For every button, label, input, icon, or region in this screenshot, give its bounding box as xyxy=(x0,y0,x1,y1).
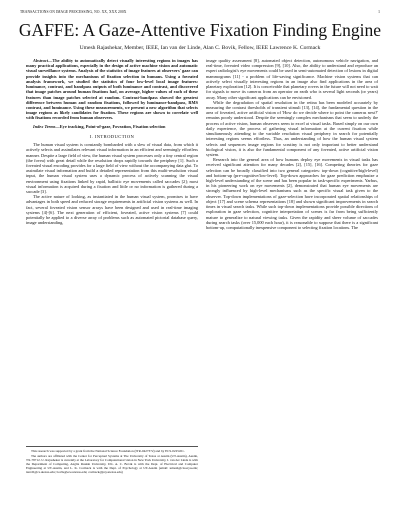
paper-title: GAFFE: A Gaze-Attentive Fixation Finding Engine xyxy=(18,20,382,40)
abstract-text: The ability to automatically detect visually interesting regions in images has many practical applications, especially in the design of active machine vision and automatic visual surveillance systems. Analysis of the statistics of image features at observers' gaze can provide insights into the mechanisms of fixation selection in humans. Using a foveated analysis framework, we studied the statistics of four low-level local image features: luminance, contrast, and bandpass outputs of both luminance and contrast, and discovered that image patches around human fixations had, on average, higher values of each of these features than image patches selected at random. Contrast-bandpass showed the greatest difference between human and random fixations, followed by luminance-bandpass, RMS contrast, and luminance. Using these measurements, we present a new algorithm that selects image regions as likely candidates for fixation. These regions are shown to correlate well with fixations recorded from human observers. xyxy=(26,58,198,121)
footnotes xyxy=(26,446,198,475)
abstract xyxy=(26,58,198,121)
body-paragraph-continued: image quality assessment [8], automated object detection, autonomous vehicle navigation, and real-time, foveated video compression [9], [10]. Also, the ability to understand and reproduce an expert radiologist's eye movements could be used in semi-automated detection of lesions in digital mammograms [11] - a problem of life-saving significance. Machine vision systems that can actively select visually interesting regions in an image also find applications in the area of planetary exploration [12]. It is conceivable that planetary rovers in the future will not need to wait for signals to move its cameras from an operator on earth who is several light seconds (or years) away. Many other significant applications can be envisioned. xyxy=(206,58,378,100)
abstract-label: Abstract— xyxy=(33,58,53,63)
body-paragraph: The active nature of looking, as instantiated in the human visual system, promises to have advantages in both speed and reduced storage requirements in artificial vision systems as well. In fact, several foveated vision sensor arrays have been designed and used in real-time imaging systems [4]-[6]. The next generation of efficient, foveated, active vision systems [7] could potentially be applied to a diverse array of problems such as automated pictorial database query, image understanding, xyxy=(26,194,198,226)
running-head xyxy=(20,10,380,14)
body-paragraph: While the degradation of spatial resolution in the retina has been modeled accurately by measuring the contrast thresholds of transient stimuli [13], [14], the fundamental question in the area of foveated, active artificial vision of 'How do we decide where to point the cameras next?' remains poorly understood. Despite the seemingly complex mechanisms that seem to underly the process of active vision, human observers seem to excel at visual tasks. Based simply on our own daily experience, the process of gathering visual information at the current fixation while simultaneously attending to the variable resolution visual periphery in search for potentially interesting regions seems effortless. Thus, an understanding of how the human visual system selects and sequences image regions for scrutiny is not only important to better understand biological vision, it is also the fundamental component of any foveated, active artificial vision system. xyxy=(206,99,378,157)
index-terms-text: Eye tracking, Point-of-gaze, Foveation, Fixation selection xyxy=(59,123,166,129)
right-column xyxy=(206,58,378,230)
journal-header: TRANSACTIONS ON IMAGE PROCESSING, NO. XX, XXX 200X xyxy=(20,10,127,14)
index-terms xyxy=(26,124,198,129)
body-paragraph: Research into the general area of how humans deploy eye movements in visual tasks has received significant attention for many decades [2], [15], [16]. Competing theories for gaze selection can be broadly classified into two general categories: top-down (cognitive/high-level) and bottom-up (pre-cognitive/low-level). Top-down approaches for gaze prediction emphasize a high-level understanding of the scene and has been popular in task-specific experiments. Yarbus, in his pioneering work on eye movements [2], demonstrated that human eye movements are strongly influenced by high-level mechanisms such as the specific visual task given to the observer. Top-down implementations of gaze-selection have incorporated spatial relationships of object [17] and scene schema representations [18] and shown significant improvements in search times in visual search tasks. While such top-down implementations provide possible directions of exploration in gaze selection, cognitive interpretation of scenes is far from being sufficiently mature to generalize to natural viewing tasks. Given the rapidity and sheer volume of saccades during search tasks (over 15,000 each hour), it is reasonable to suppose that there is a significant bottom-up, computationally inexpensive component to selecting fixation locations. The xyxy=(206,157,378,230)
footnote: The authors are affiliated with the Center for Perceptual Systems at The University of Texas at Austin (UT-Austin), Austin, TX-78712. U. Rajashekar is currently at the Laboratory for Computational vision in New York University, I. van der Linde is with the Department of Computing, Anglia Ruskin University, UK. A. C. Bovik is with the Dept. of Electrical and Computer Engineering at UT-Austin, and L. K. Cormack is with the Dept. of Psychology at UT-Austin (email: umesh@cns.nyu.edu; ianvdl@cs.utexas.edu; bovik@ece.utexas.edu; cormack@psy.utexas.edu) xyxy=(26,453,198,475)
body-paragraph: The human visual system is constantly bombarded with a slew of visual data, from which it actively selects and assimilates relevant visual information in an efficient and seemingly effortless manner. Despite a large field of view, the human visual system processes only a tiny central region (the fovea) with great detail while the resolution drops rapidly towards the periphery [1]. Such a foveated visual encoding provides for a large field of view without the accompanying data glut. To assimilate visual information and build a detailed representation from this multi-resolution visual input, the human visual system uses a dynamic process of actively scanning the visual environment using fixations linked by rapid, ballistic eye movements called saccades [2]; most visual information is acquired during a fixation and little or no information is gathered during a saccade [3]. xyxy=(26,142,198,195)
section-heading-introduction: I. INTRODUCTION xyxy=(89,133,135,139)
index-terms-label: Index Terms— xyxy=(33,123,60,129)
page-number: 1 xyxy=(378,10,380,14)
left-column xyxy=(26,58,198,226)
author-list: Umesh Rajashekar, Member, IEEE, Ian van der Linde, Alan C. Bovik, Fellow, IEEE Lawrence K. Cormack xyxy=(79,45,321,51)
footnote: This research was supported by a grant from the National Science Foundation (ITR-0427372) and by ECS-0225451. xyxy=(31,449,185,453)
